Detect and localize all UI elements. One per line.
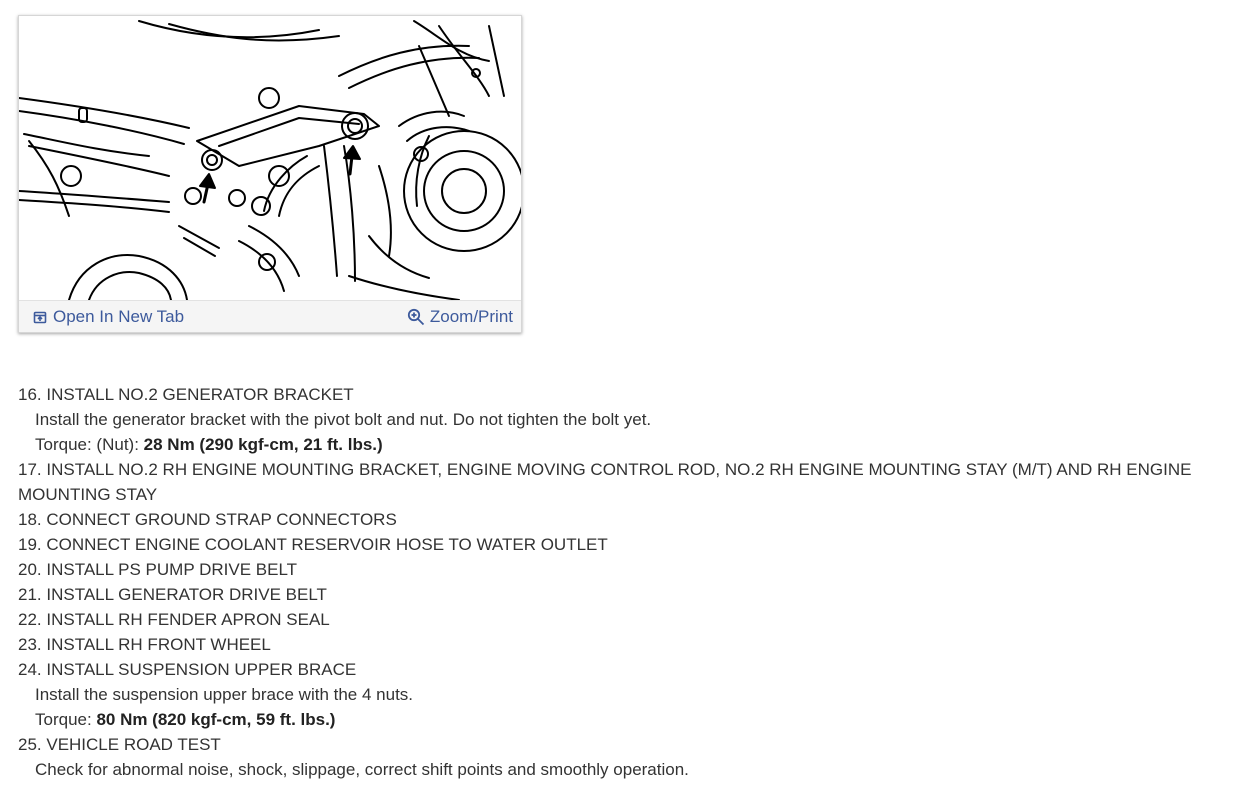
zoom-print-link[interactable] [407,307,513,327]
step-20-title: 20. INSTALL PS PUMP DRIVE BELT [18,560,298,579]
open-in-new-tab-link[interactable] [33,307,184,327]
torque-value: 80 Nm (820 kgf-cm, 59 ft. lbs.) [96,710,336,729]
step-torque [18,707,1218,732]
step-18-title: 18. CONNECT GROUND STRAP CONNECTORS [18,510,397,529]
torque-value: 28 Nm (290 kgf-cm, 21 ft. lbs.) [143,435,383,454]
open-in-new-tab-label: Open In New Tab [53,307,185,326]
step-19-title: 19. CONNECT ENGINE COOLANT RESERVOIR HOSE TO WATER OUTLET [18,535,608,554]
step-description: Install the suspension upper brace with the 4 nuts. [35,685,414,704]
step-title: 16. INSTALL NO.2 GENERATOR BRACKET [18,385,354,404]
step-25 [18,732,1218,782]
step-22-title: 22. INSTALL RH FENDER APRON SEAL [18,610,330,629]
figure-toolbar [19,300,521,333]
zoom-print-label: Zoom/Print [429,307,513,326]
step-21-title: 21. INSTALL GENERATOR DRIVE BELT [18,585,327,604]
step-24 [18,657,1218,732]
torque-label: Torque: [35,710,97,729]
engine-diagram [19,16,521,300]
magnifier-zoom-icon [407,308,425,326]
open-new-tab-icon [33,310,48,325]
step-description: Check for abnormal noise, shock, slippage, correct shift points and smoothly operation. [35,760,689,779]
torque-label: Torque: (Nut): [35,435,144,454]
step-torque [18,432,1218,457]
step-description: Install the generator bracket with the pivot bolt and nut. Do not tighten the bolt yet. [35,410,652,429]
step-16 [18,382,1218,457]
step-23-title: 23. INSTALL RH FRONT WHEEL [18,635,271,654]
figure-card [18,15,522,333]
step-title: 24. INSTALL SUSPENSION UPPER BRACE [18,660,357,679]
procedure-steps [18,382,1218,782]
step-17-title: 17. INSTALL NO.2 RH ENGINE MOUNTING BRACKET, ENGINE MOVING CONTROL ROD, NO.2 RH ENGINE MOUNTING STAY (M/T) AND RH ENGINE MOUNTING STAY [18,460,1192,504]
step-title: 25. VEHICLE ROAD TEST [18,735,221,754]
